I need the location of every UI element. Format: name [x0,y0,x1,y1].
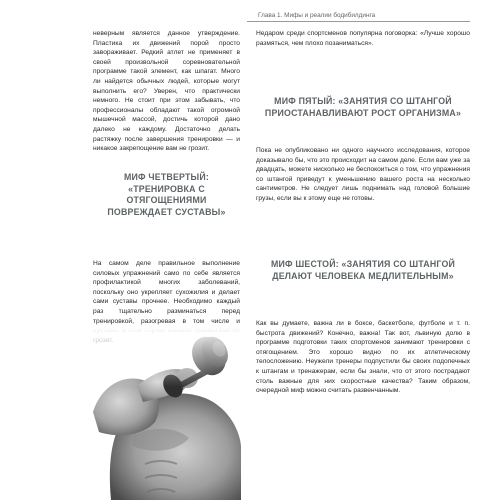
myth6-body [256,319,470,396]
left-intro-paragraph: неверным является данное утверждение. Пластика их движений порой просто завораживает. Редкий атлет не применяет в своей произвольной соревновательной программе такой элемент, как шпагат. Много ли найдется обычных людей, которые могут выполнить его? Уверен, что практически немного. Не стоит при этом забывать, что профессионалы обладают такой огромной мышечной массой, достичь которой дано далеко не каждому. Достаточно делать растяжку после завершения тренировки — и никакое закрепощение вам не грозит. [93,30,240,153]
bodybuilder-illustration [93,326,241,500]
header-rule [247,21,470,22]
myth4-heading: МИФ ЧЕТВЕРТЫЙ: «ТРЕНИРОВКА С ОТЯГОЩЕНИЯМИ ПОВРЕЖДАЕТ СУСТАВЫ» [107,172,226,217]
right-intro-block [256,29,470,48]
right-intro-paragraph: Недаром среди спортсменов популярна поговорка: «Лучше хорошо размяться, чем плохо позаниматься». [256,30,470,47]
myth5-body [256,146,470,204]
myth6-heading: МИФ ШЕСТОЙ: «ЗАНЯТИЯ СО ШТАНГОЙ ДЕЛАЮТ ЧЕЛОВЕКА МЕДЛИТЕЛЬНЫМ» [270,259,456,281]
bodybuilder-dumbbell-photo [93,326,241,500]
myth5-paragraph: Пока не опубликовано ни одного научного исследования, которое доказывало бы, что это происходит на самом деле. Если вам уже за двадцать, можете нисколько не беспокоиться о том, что упражнения со штангой приведут к уменьшению вашего роста на несколько сантиметров. Не следует лишь поднимать над головой большие грузы, если вы к этому еще не готовы. [256,147,470,202]
myth6-paragraph: Как вы думаете, важна ли в боксе, баскетболе, футболе и т. п. быстрота движений? Конечно, важна! Так вот, львиную долю в программе подготовки таких спортсменов занимают тренировки с отягощением. Это хорошо видно по их атлетическому телосложению. Неужели тренеры подпустили бы своих подопечных к штангам и тренажерам, если бы знали, что от этого пострадают столь важные для них скоростные качества? Таким образом, очередной миф можно считать развенчанным. [256,320,470,395]
myth5-heading: МИФ ПЯТЫЙ: «ЗАНЯТИЯ СО ШТАНГОЙ ПРИОСТАНАВЛИВАЮТ РОСТ ОРГАНИЗМА» [264,96,462,118]
running-header: Глава 1. Мифы и реалии бодибилдинга [258,12,376,19]
left-intro-block [93,29,240,154]
myth4-paragraph: На самом деле правильное выполнение силовых упражнений само по себе является профилактикой многих заболеваний, поскольку оно укрепляет сухожилия и делает сами суставы прочнее. Необходимо каждый раз тщательно разминаться перед тренировкой, разогревая в том числе и [93,260,240,325]
